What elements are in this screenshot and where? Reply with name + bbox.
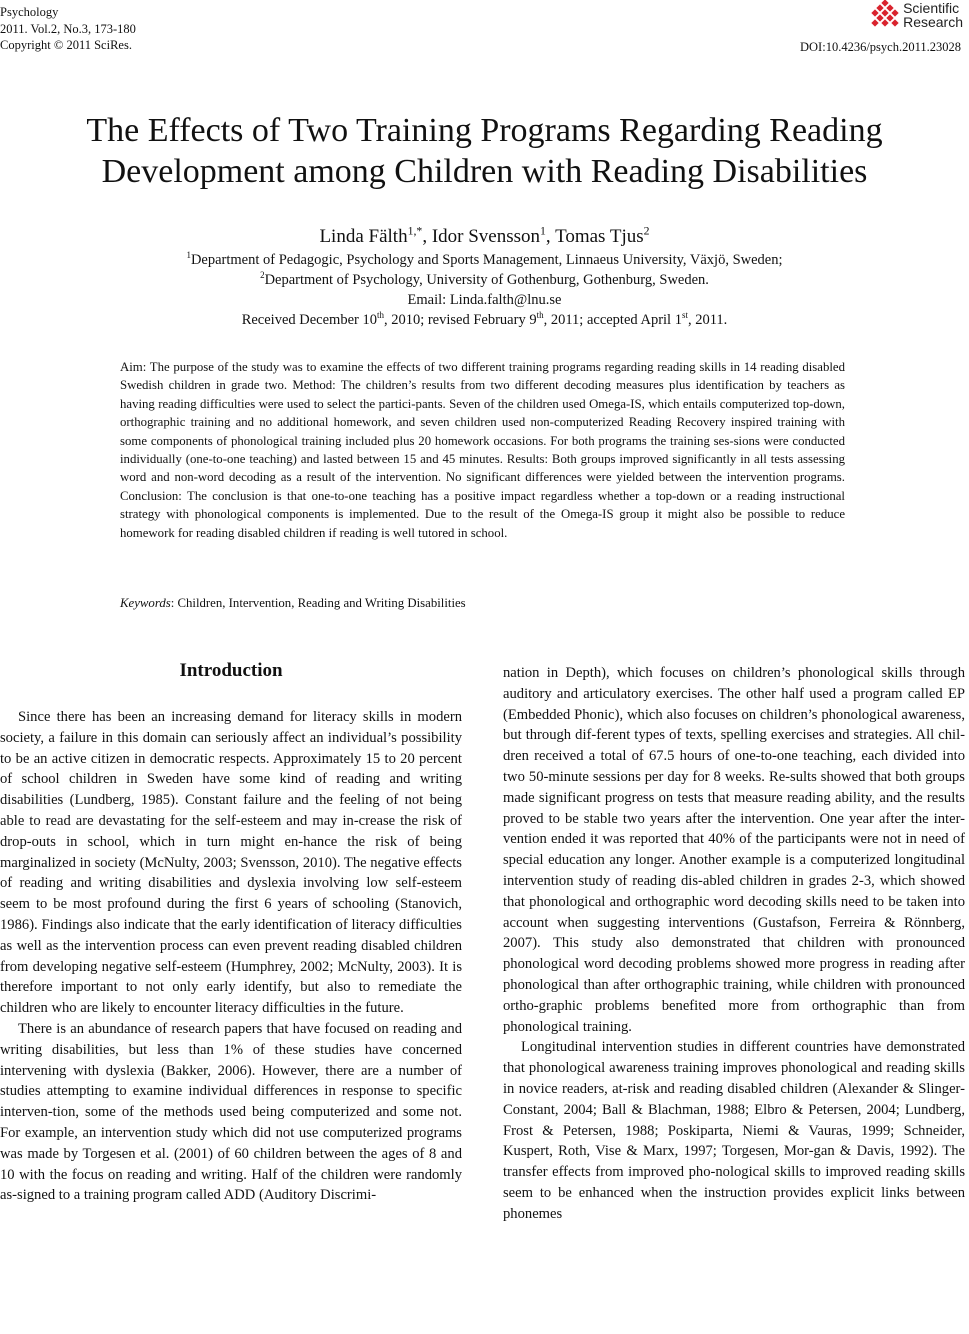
author-2: , Idor Svensson	[422, 226, 541, 247]
copyright-notice: Copyright © 2011 SciRes.	[0, 38, 132, 52]
author-1: Linda Fälth	[319, 226, 408, 247]
doi: DOI:10.4236/psych.2011.23028	[800, 40, 961, 54]
received-dates	[0, 312, 969, 329]
affiliation-2-sup: 2	[260, 270, 265, 281]
logo-line-2: Research	[903, 14, 963, 30]
logo-dot	[871, 9, 878, 16]
paragraph: Longitudinal intervention studies in different countries have demonstrated that phonological awareness training improves phonological and reading skills in novice readers, at-risk and reading disabled children (Alexander & Slinger-Constant, 2004; Ball & Blachman, 1988; Elbro & Petersen, 2004; Lundberg, Frost & Petersen, 1988; Poskiparta, Niemi & Vauras, 1999; Schneider, Kuspert, Roth, Vise & Marx, 1997; Torgesen, Mor-gan & Davis, 1992). The transfer effects from improved pho-nological skills to improved reading skills seem to be enhanced when the instruction provides explicit links between phonemes	[503, 1039, 965, 1222]
journal-name: Psychology	[0, 5, 59, 19]
author-1-sup: 1,*	[407, 224, 423, 238]
paragraph: There is an abundance of research papers that have focused on reading and writing disabilities, but less than 1% of these studies have concerned intervening with dyslexia (Bakker, 2006). However, there are a number of studies attempting to examine individual differences in response to specific interven-tion, some of the methods used being computerized and some not. For example, an intervention study which did not use computerized programs was made by Torgesen et al. (2001) of 60 children between the ages of 8 and 10 with the focus on reading and writing. Half of the children were randomly as-signed to a training program called ADD (Auditory Discrimi-	[0, 1020, 462, 1204]
author-email: Email: Linda.falth@lnu.se	[407, 292, 562, 308]
journal-volume: 2011. Vol.2, No.3, 173-180	[0, 21, 136, 36]
received-sup-3: st	[681, 310, 688, 321]
logo-dot	[886, 14, 893, 21]
logo-dot	[886, 4, 893, 11]
logo-dot	[891, 9, 898, 16]
affiliation-2-text: Department of Psychology, University of Gothenburg, Gothenburg, Sweden.	[264, 272, 709, 288]
title-line-1: The Effects of Two Training Programs Regarding Reading	[86, 112, 883, 149]
logo-line-1: Scientific	[903, 0, 960, 16]
affiliation-1-sup: 1	[186, 250, 191, 261]
received-part-3: , 2011; accepted April 1	[543, 312, 682, 328]
author-3-sup: 2	[643, 224, 650, 238]
paragraph: Since there has been an increasing demand for literacy skills in modern society, a failure in this domain can seriously affect an individual’s possibility to be an active citizen in democratic respects. Approximately 15 to 20 percent of school children in Sweden have some kind of reading and writing disabilities (Lundberg, 1985). Constant failure and the feeling of not being able to read are devastating for the self-esteem and may in-crease the risk of drop-outs in school, which in turn might en-hance the risk of being marginalized in society (McNulty, 2003; Svensson, 2010). The negative effects of reading and writing disabilities and dyslexia involving low self-esteem seem to be most profound during the first 6 years of schooling (Stanovich, 1986). Findings also indicate that the early identification of literacy difficulties as well as the intervention process can even prevent reading disabled children from developing negative self-esteem (Humphrey, 2002; McNulty, 2003). It is therefore important to not only early identify, but also to remediate the children who are likely to encounter literacy difficulties in the future.	[0, 709, 462, 1017]
keywords-label: Keywords	[120, 596, 171, 610]
section-heading-introduction: Introduction	[179, 660, 283, 681]
affiliation-1-text: Department of Pedagogic, Psychology and Sports Management, Linnaeus University, Växjö, Sweden;	[190, 252, 783, 268]
left-column	[0, 707, 462, 1206]
received-part-2: , 2010; revised February 9	[383, 312, 537, 328]
received-part-1: Received December 10	[241, 312, 377, 328]
affiliation-1	[0, 252, 969, 269]
received-sup-1: th	[376, 310, 384, 321]
paper-title	[0, 110, 969, 192]
logo-dot	[871, 19, 878, 26]
title-line-2: Development among Children with Reading Disabilities	[101, 153, 868, 190]
logo-dot	[881, 0, 888, 7]
journal-header	[0, 4, 136, 54]
abstract: Aim: The purpose of the study was to examine the effects of two different training programs regarding reading skills in 14 reading disabled Swedish children in grade two. Method: The children’s results from two different decoding measures plus identification by teachers as having reading difficulties were used to select the partici-pants. Seven of the children used Omega-IS, which entails computerized top-down, orthographic training and no additional homework, and seven children used non-computerized Reading Recovery inspired training with some components of phonological training included plus 20 homework occasions. For both programs the training ses-sions were conducted individually (one-to-one teaching) and lasted between 15 and 45 minutes. Results: Both groups improved significantly in all tests assessing word and non-word decoding as a result of the intervention. No significant differences were yielded between the intervention programs. Conclusion: The conclusion is that one-to-one teaching has a positive impact regardless whether a top-down or a reading instructional strategy with phonological components is implemented. Due to the result of the Omega-IS group it might also be possible to reduce homework for reading disabled children if reading is well tutored in school.	[120, 360, 845, 540]
author-3: , Tomas Tjus	[545, 226, 644, 247]
publisher-logo-icon	[869, 0, 901, 30]
scientific-research-logo	[869, 0, 963, 30]
author-list	[0, 226, 969, 248]
paragraph: nation in Depth), which focuses on children’s phonological skills through auditory and articulatory exercises. The other half used a program called EP (Embedded Phonic), which also focuses on children’s phonological awareness, but through dif-ferent types of texts, spelling exercises and strategies. All chil-dren received a total of 67.5 hours of one-to-one teaching, each divided into two 50-minute sessions per day for 8 weeks. Re-sults showed that both groups made significant progress on tests that measure reading ability, and the results proved to be stable two years after the intervention. One year after the inter-vention ended it was reported that 40% of the participants were not in need of special education any longer. Another example is a computerized longitudinal intervention study of reading dis-abled children in grades 2-3, which showed that phonological and orthographic word decoding skills need to be taken into account when suggesting interventions (Gustafson, Ferreira & Rönnberg, 2007). This study also demonstrated that children with pronounced phonological word decoding problems showed more progress in reading after phonological than after orthographic training, while children with pronounced ortho-graphic problems benefited more from orthographic than from phonological training.	[503, 665, 965, 1035]
logo-dot	[881, 19, 888, 26]
author-2-sup: 1	[540, 224, 546, 238]
logo-dot	[876, 14, 883, 21]
logo-dot	[881, 9, 888, 16]
keywords-text: : Children, Intervention, Reading and Writing Disabilities	[170, 596, 466, 610]
keywords	[120, 596, 466, 611]
received-sup-2: th	[536, 310, 544, 321]
right-column	[503, 663, 965, 1225]
logo-dot	[891, 19, 898, 26]
received-part-4: , 2011.	[687, 312, 728, 328]
logo-dot	[876, 4, 883, 11]
affiliation-2	[0, 272, 969, 289]
